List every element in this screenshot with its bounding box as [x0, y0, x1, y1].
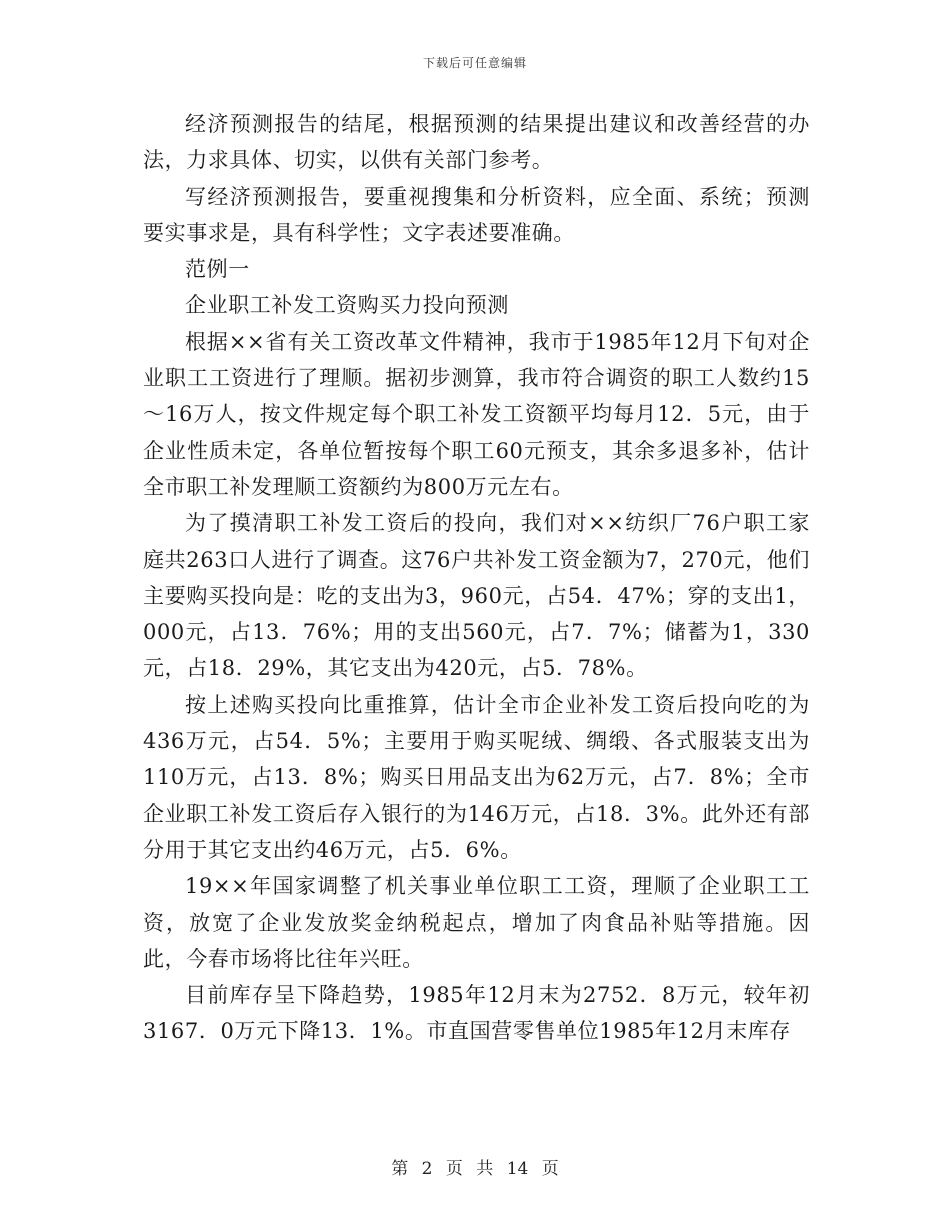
document-body	[143, 106, 810, 1050]
example-title: 企业职工补发工资购买力投向预测	[185, 293, 509, 318]
paragraph-writing-requirements: 写经济预测报告，要重视搜集和分析资料，应全面、系统；预测要实事求是，具有科学性；文字表述要准确。	[143, 184, 810, 245]
paragraph-policy: 19××年国家调整了机关事业单位职工工资，理顺了企业职工工资，放宽了企业发放奖金纳税起点，增加了肉食品补贴等措施。因此，今春市场将比往年兴旺。	[143, 874, 810, 971]
page-footer: 第 2 页 共 14 页	[391, 1159, 559, 1179]
paragraph-inventory: 目前库存呈下降趋势，1985年12月末为2752．8万元，较年初3167．0万元下降13．1%。市直国营零售单位1985年12月末库存	[143, 983, 810, 1044]
paragraph-survey: 为了摸清职工补发工资后的投向，我们对××纺织厂76户职工家庭共263口人进行了调查。这76户共补发工资金额为7，270元，他们主要购买投向是：吃的支出为3，960元，占54．47%；穿的支出1，000元，占13．76%；用的支出560元，占7．7%；储蓄为1，330元，占18．29%，其它支出为420元，占5．78%。	[143, 511, 810, 681]
paragraph-estimate: 按上述购买投向比重推算，估计全市企业补发工资后投向吃的为436万元，占54．5%；主要用于购买呢绒、绸缎、各式服装支出为110万元，占13．8%；购买日用品支出为62万元，占7．8%；全市企业职工补发工资后存入银行的为146万元，占18．3%。此外还有部分用于其它支出约46万元，占5．6%。	[143, 692, 810, 862]
page-header: 下载后可任意编辑	[422, 56, 527, 70]
example-heading: 范例一	[185, 257, 250, 282]
paragraph-wage-adjustment: 根据××省有关工资改革文件精神，我市于1985年12月下旬对企业职工工资进行了理顺。据初步测算，我市符合调资的职工人数约15～16万人，按文件规定每个职工补发工资额平均每月12．5元，由于企业性质未定，各单位暂按每个职工60元预支，其余多退多补，估计全市职工补发理顺工资额约为800万元左右。	[143, 329, 810, 499]
paragraph-report-ending: 经济预测报告的结尾，根据预测的结果提出建议和改善经营的办法，力求具体、切实，以供有关部门参考。	[143, 112, 810, 173]
